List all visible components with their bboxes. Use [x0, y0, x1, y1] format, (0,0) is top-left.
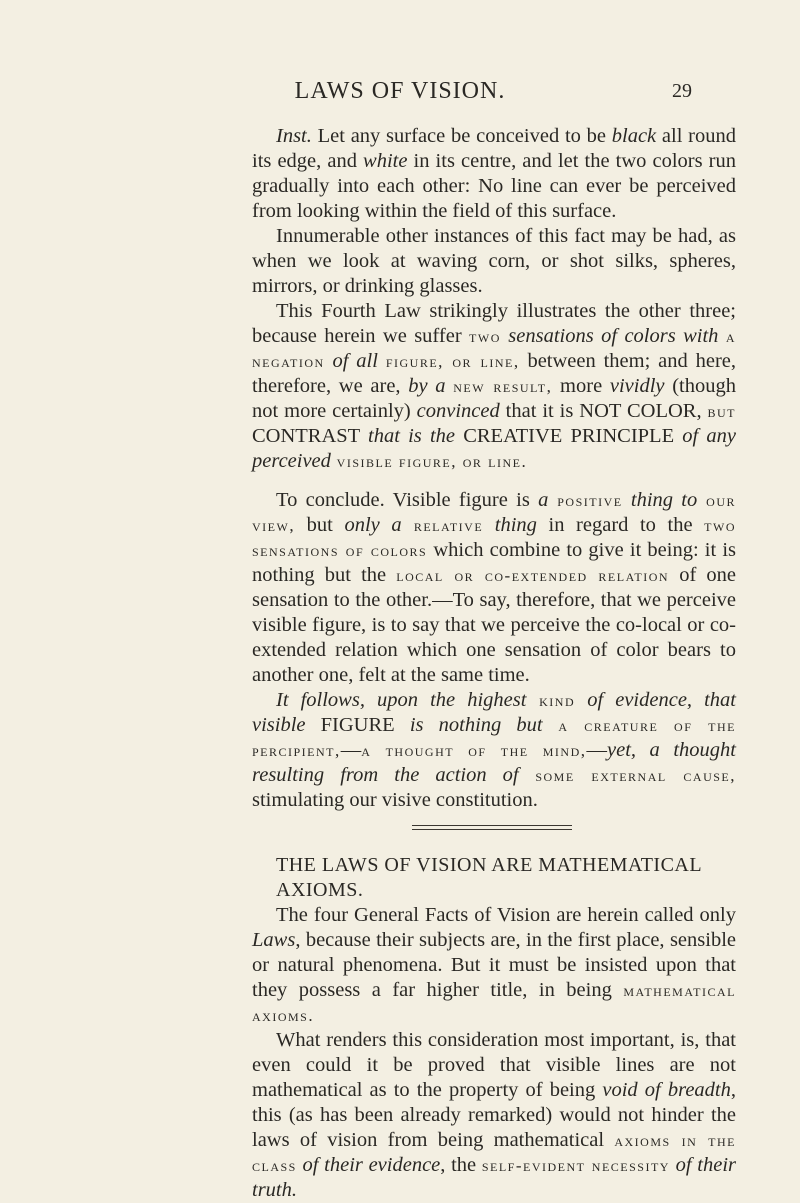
- emphasis: yet, a thought resulting from the action of: [252, 739, 736, 786]
- text-span: , because their subjects are, in the first place, sensible or natural phenomena. But it must be insisted upon that they possess a far higher title, in being: [252, 929, 736, 1001]
- emphasis: It follows, upon the highest: [276, 689, 527, 711]
- paragraph-importance: [252, 1028, 736, 1203]
- emphasis: that is the: [368, 425, 456, 447]
- text-span: stimulating our visive constitution.: [252, 789, 538, 811]
- emphasis: black: [611, 125, 657, 147]
- emphasis: thing: [483, 514, 537, 536]
- small-caps: axioms in the class: [252, 1131, 737, 1175]
- text-span: (though not more certainly): [252, 375, 736, 422]
- text-span: Let any surface be conceived to be: [311, 125, 612, 147]
- emphasis: white: [363, 150, 408, 172]
- emphasis: of their evidence: [296, 1154, 441, 1176]
- text-span: —: [586, 739, 607, 761]
- text-span: To conclude. Visible figure is: [276, 489, 539, 511]
- emphasis: void of breadth: [602, 1079, 731, 1101]
- page-number: 29: [672, 80, 692, 102]
- small-caps: visible figure, or line.: [330, 452, 528, 471]
- emphasis: convinced: [416, 400, 500, 422]
- text-span: in its centre, and let the two colors run gradually into each other: No line can ever be perceived from looking within the field of this surface.: [252, 150, 736, 222]
- small-caps: figure, or line,: [385, 352, 520, 371]
- text-span: Innumerable other instances of this fact may be had, as when we look at waving corn, or shot silks, spheres, mirrors, or drinking glasses.: [252, 225, 736, 297]
- emphasis: Laws: [252, 929, 296, 951]
- paragraph-conclusion: [252, 488, 736, 688]
- text-span: CREATIVE PRINCIPLE: [455, 425, 683, 447]
- section-divider: [252, 813, 736, 853]
- emphasis: a: [538, 489, 549, 511]
- small-caps: a thought of the mind,: [361, 741, 587, 760]
- small-caps: two: [469, 327, 501, 346]
- inst-label: Inst.: [276, 125, 312, 147]
- text-span: of one sensation to the other.—To say, therefore, that we perceive visible figure, is to say that we perceive the co-local or co-extended relation which one sensation of color bears to another one, felt at the same time.: [252, 564, 736, 686]
- paragraph-gap: [252, 474, 736, 488]
- text-span: which combine to give it being: it is nothing but the: [252, 539, 736, 586]
- emphasis: of their truth.: [252, 1154, 737, 1201]
- text-span: CONTRAST: [252, 425, 369, 447]
- text-span: FIGURE: [305, 714, 410, 736]
- page-body: [252, 124, 736, 1203]
- text-span: , the: [440, 1154, 482, 1176]
- small-caps: local or co-extended relation: [396, 566, 670, 585]
- emphasis: by a: [408, 375, 454, 397]
- emphasis: of any perceived: [252, 425, 737, 472]
- emphasis: only a: [344, 514, 402, 536]
- text-span: all round its edge, and: [252, 125, 737, 172]
- paragraph-instances: [252, 224, 736, 299]
- text-span: What renders this consideration most important, is, that even could it be proved that visible lines are not mathematical as to the property of being: [252, 1029, 736, 1101]
- small-caps: new result,: [453, 377, 553, 396]
- text-span: more: [552, 375, 610, 397]
- emphasis: of all: [324, 350, 386, 372]
- emphasis: thing to: [622, 489, 698, 511]
- text-span: , this (as has been already remarked) would not hinder the laws of vision from being mathematical: [252, 1079, 736, 1151]
- small-caps: a creature of the percipient,: [252, 716, 736, 760]
- small-caps: but: [707, 402, 737, 421]
- text-span: —: [340, 739, 362, 761]
- small-caps: positive: [548, 491, 623, 510]
- running-head: LAWS OF VISION.: [294, 78, 506, 104]
- paragraph-follows: [252, 688, 736, 813]
- text-span: in regard to the: [536, 514, 705, 536]
- small-caps: some external cause,: [518, 766, 736, 785]
- page-header: [0, 78, 800, 108]
- emphasis: of evidence, that visible: [252, 689, 737, 736]
- small-caps: kind: [526, 691, 576, 710]
- emphasis: sensations of colors with: [500, 325, 726, 347]
- double-rule: [412, 825, 572, 830]
- small-caps: our view,: [252, 491, 736, 535]
- emphasis: is nothing but: [409, 714, 543, 736]
- text-span: but: [295, 514, 345, 536]
- small-caps: mathematical axioms.: [252, 981, 736, 1025]
- text-span: that it is NOT COLOR,: [499, 400, 708, 422]
- text-span: between them; and here, therefore, we are,: [252, 350, 737, 397]
- small-caps: a negation: [252, 327, 736, 371]
- small-caps: two sensations of colors: [252, 516, 736, 560]
- small-caps: self-evident necessity: [481, 1156, 670, 1175]
- emphasis: vividly: [609, 375, 665, 397]
- small-caps: relative: [401, 516, 484, 535]
- paragraph-fourth-law: [252, 299, 736, 474]
- text-span: This Fourth Law strikingly illustrates the other three; because herein we suffer: [252, 300, 736, 347]
- text-span: The four General Facts of Vision are herein called only: [276, 904, 736, 926]
- section-heading: THE LAWS OF VISION ARE MATHEMATICAL AXIOMS.: [276, 854, 702, 901]
- paragraph-axioms: [252, 903, 736, 1028]
- paragraph-instance: [252, 124, 736, 224]
